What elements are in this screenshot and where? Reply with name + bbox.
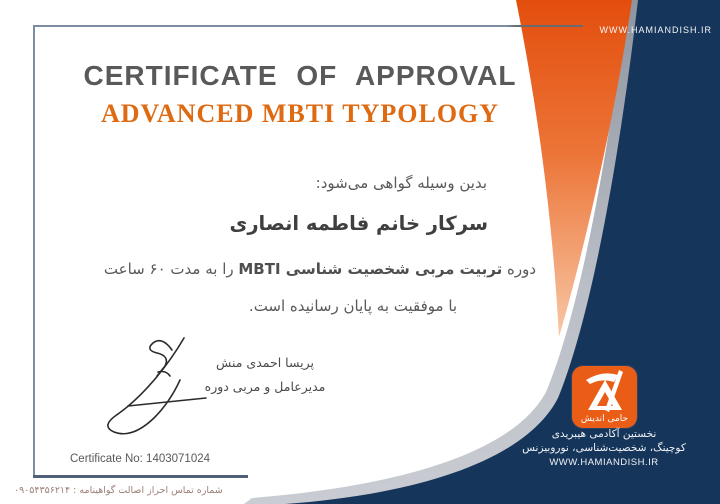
signatory-name: پریسا احمدی منش (216, 355, 314, 370)
verification-phone-line: شماره تماس احراز اصالت گواهینامه : ۰۹۰۵۴۳۵۶۲۱۴ (14, 485, 223, 496)
course-line (40, 260, 600, 278)
hamiandish-logo (572, 366, 637, 428)
course-suffix: را به مدت ۶۰ ساعت (103, 260, 239, 278)
course-prefix: دوره (502, 260, 537, 278)
signature-icon (88, 332, 218, 437)
frame-border-left (33, 25, 35, 477)
frame-border-top (33, 25, 583, 27)
frame-border-bottom (33, 475, 248, 478)
course-code: MBTI (238, 260, 281, 278)
certificate-title: CERTIFICATE OF APPROVAL (83, 60, 517, 91)
website-url-bottom: WWW.HAMIANDISH.IR (549, 457, 659, 468)
signatory-role: مدیرعامل و مربی دوره (204, 379, 326, 394)
website-url-top: WWW.HAMIANDISH.IR (599, 25, 712, 35)
completion-line: با موفقیت به پایان رسانیده است. (248, 297, 458, 315)
certificate-number: Certificate No: 1403071024 (70, 453, 211, 465)
logo-wordmark: حامی اندیش (580, 414, 629, 424)
recipient-name: سرکار خانم فاطمه انصاری (229, 212, 488, 235)
intro-line: بدین وسیله گواهی می‌شود: (315, 174, 487, 192)
brand-tagline-2: کوچینگ، شخصیت‌شناسی، نوروبیزنس (522, 442, 686, 454)
certificate-subtitle: ADVANCED MBTI TYPOLOGY (100, 99, 500, 128)
brand-tagline-1: نخستین آکادمی هیبریدی (551, 428, 657, 440)
course-title: تربیت مربی شخصیت شناسی (280, 260, 503, 278)
logo-calligraphy-icon (572, 366, 637, 414)
